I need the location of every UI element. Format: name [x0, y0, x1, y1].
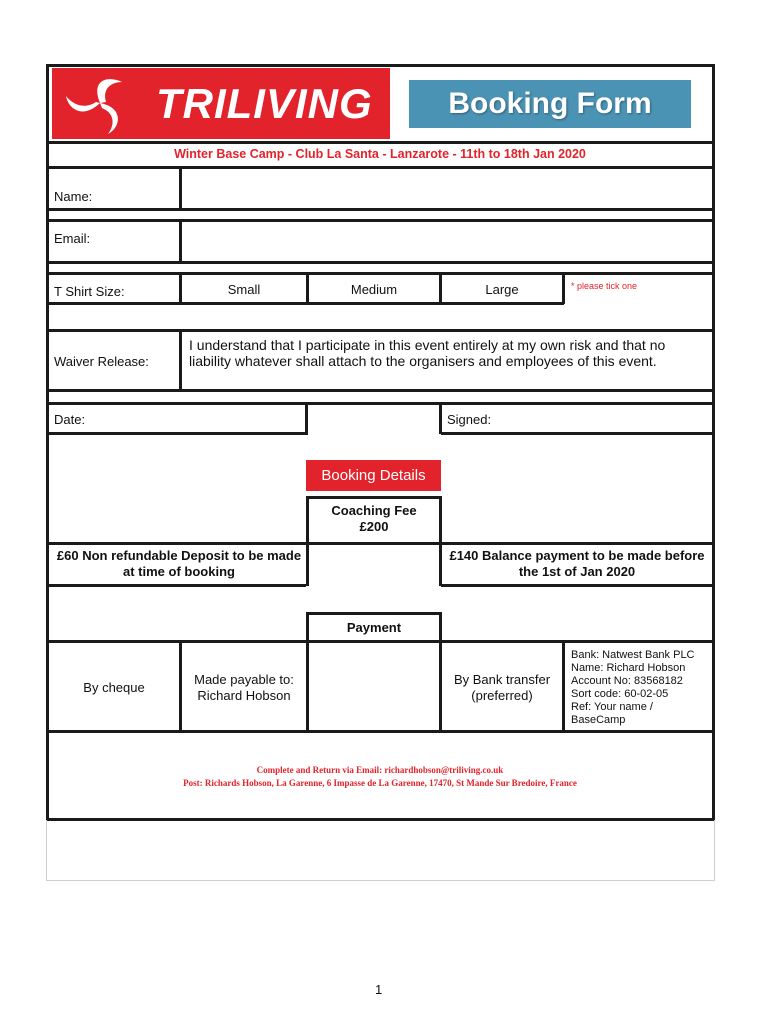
form-frame-lower [46, 820, 715, 881]
date-field[interactable] [90, 404, 305, 432]
event-subtitle: Winter Base Camp - Club La Santa - Lanzarote - 11th to 18th Jan 2020 [174, 147, 586, 161]
divider [441, 432, 712, 435]
bank-transfer-label: By Bank transfer [453, 672, 551, 687]
divider [48, 389, 712, 392]
tshirt-label: T Shirt Size: [54, 284, 125, 299]
bank-detail-line: Bank: Natwest Bank PLC [571, 649, 695, 661]
divider [179, 331, 182, 389]
divider [48, 730, 712, 733]
bank-transfer-preferred: (preferred) [471, 688, 533, 703]
triskelion-logo-icon [60, 68, 140, 139]
divider [439, 542, 442, 586]
by-cheque-option: By cheque [83, 679, 145, 695]
deposit-text: £60 Non refundable Deposit to be made at time of booking [56, 548, 302, 579]
divider [48, 329, 712, 332]
date-label: Date: [54, 412, 86, 427]
name-field[interactable] [182, 169, 712, 208]
divider [48, 302, 564, 305]
size-small-option[interactable]: Small [227, 281, 261, 297]
divider [48, 208, 712, 211]
divider [306, 642, 309, 732]
return-post-line: Post: Richards Hobson, La Garenne, 6 Impasse de La Garenne, 17470, St Mande Sur Bredoire, France [183, 778, 577, 788]
page-number: 1 [375, 982, 383, 997]
name-label: Name: [54, 189, 93, 204]
signature-field[interactable] [500, 404, 712, 432]
divider [48, 542, 712, 545]
email-label: Email: [54, 231, 91, 246]
size-large-option[interactable]: Large [485, 281, 519, 297]
divider [439, 404, 442, 434]
payable-to-label: Made payable to: [194, 672, 294, 687]
divider [306, 542, 309, 586]
divider [306, 496, 441, 499]
waiver-text: I understand that I participate in this event entirely at my own risk and that no liability whatever shall attach to the organisers and employees of this event. [189, 337, 666, 369]
payment-header: Payment [346, 620, 402, 635]
divider [439, 496, 442, 544]
bank-detail-line: Ref: Your name / [571, 701, 653, 713]
bank-detail-line: BaseCamp [571, 714, 626, 726]
divider [48, 432, 308, 435]
divider [439, 642, 442, 732]
divider [48, 584, 306, 587]
divider [48, 261, 712, 264]
divider [179, 642, 182, 732]
divider [441, 584, 712, 587]
bank-detail-line: Account No: 83568182 [571, 675, 683, 687]
divider [562, 274, 565, 304]
divider [305, 404, 308, 434]
bank-detail-line: Name: Richard Hobson [571, 662, 686, 674]
tick-note: * please tick one [571, 281, 638, 291]
bank-details [571, 649, 711, 727]
divider [439, 612, 442, 642]
waiver-label: Waiver Release: [54, 354, 149, 369]
signed-label: Signed: [447, 412, 492, 427]
size-medium-option[interactable]: Medium [350, 281, 398, 297]
form-title: Booking Form [448, 87, 652, 120]
brand-name: TRILIVING [156, 80, 373, 127]
coaching-fee-label: Coaching Fee [331, 503, 417, 518]
divider [562, 642, 565, 732]
email-field[interactable] [182, 222, 712, 261]
coaching-fee-value: £200 [359, 519, 389, 534]
booking-details-header: Booking Details [306, 460, 441, 491]
bank-detail-line: Sort code: 60-02-05 [571, 688, 669, 700]
balance-text: £140 Balance payment to be made before the 1st of Jan 2020 [449, 548, 705, 579]
return-email-line: Complete and Return via Email: richardhobson@triliving.co.uk [256, 765, 504, 775]
payable-to-name: Richard Hobson [197, 688, 291, 703]
